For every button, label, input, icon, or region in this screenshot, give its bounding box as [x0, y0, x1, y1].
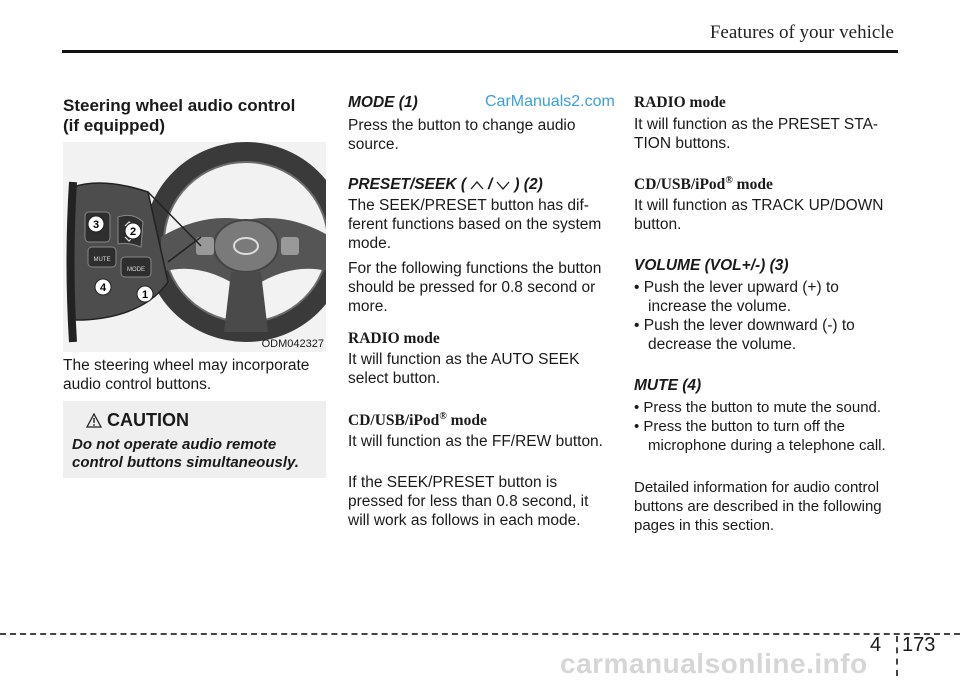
- right-cd-registered: ®: [725, 175, 733, 186]
- caution-title: CAUTION: [107, 410, 189, 430]
- volume-bullet2-line1: • Push the lever downward (-) to: [634, 317, 855, 334]
- caution-line1: Do not operate audio remote: [72, 436, 277, 453]
- seek-line1: The SEEK/PRESET button has dif-: [348, 197, 589, 214]
- seek-description: [348, 196, 601, 316]
- right-radio-heading: RADIO mode: [634, 94, 726, 111]
- volume-bullet1: [634, 278, 855, 316]
- callout-1: 1: [141, 289, 149, 301]
- volume-bullet1-line1: • Push the lever upward (+) to: [634, 279, 839, 296]
- mid-radio-line2: select button.: [348, 370, 441, 387]
- chapter-number: 4: [870, 634, 882, 656]
- mode-description: [348, 116, 576, 154]
- short-line1: If the SEEK/PRESET button is: [348, 474, 558, 491]
- chevron-up-icon: [469, 179, 485, 191]
- seek-line5: should be pressed for 0.8 second or: [348, 279, 596, 296]
- right-radio-description: [634, 115, 878, 153]
- right-cd-heading-suffix: mode: [732, 176, 773, 194]
- volume-bullet2-line2: decrease the volume.: [648, 336, 797, 353]
- caution-text: [72, 436, 299, 472]
- seek-heading-sep: /: [488, 176, 493, 193]
- mid-cd-registered: ®: [439, 411, 447, 422]
- volume-bullet2: [634, 316, 855, 354]
- caution-box: [63, 401, 326, 478]
- header-rule: [62, 50, 898, 53]
- mid-cd-heading: [348, 411, 487, 430]
- right-cd-line1: It will function as TRACK UP/DOWN: [634, 197, 884, 214]
- right-cd-heading-text: CD/USB/iPod: [634, 176, 726, 194]
- page-number: 173: [902, 634, 936, 656]
- running-header: Features of your vehicle: [709, 22, 894, 43]
- left-body-line1: The steering wheel may incorporate: [63, 357, 310, 374]
- mute-heading: MUTE (4): [634, 377, 702, 394]
- right-radio-line1: It will function as the PRESET STA-: [634, 116, 879, 133]
- seek-line6: more.: [348, 298, 388, 315]
- mode-heading: MODE (1): [348, 94, 418, 111]
- mute-button-label: MUTE: [93, 257, 111, 263]
- mode-line2: source.: [348, 136, 399, 153]
- callout-2: 2: [129, 226, 137, 238]
- detail-line3: pages in this section.: [634, 517, 775, 534]
- mode-line1: Press the button to change audio: [348, 117, 576, 134]
- volume-bullet1-line2: increase the volume.: [648, 298, 792, 315]
- seek-heading-start: PRESET/SEEK (: [348, 176, 466, 193]
- section-heading-line1: Steering wheel audio control: [63, 96, 296, 115]
- steering-wheel-illustration: [63, 142, 326, 352]
- detail-description: [634, 478, 882, 535]
- mid-cd-heading-suffix: mode: [446, 412, 487, 430]
- figure-code: ODM042327: [261, 338, 324, 350]
- short-line2: pressed for less than 0.8 second, it: [348, 493, 589, 510]
- footer-watermark: carmanualsonline.info: [560, 648, 868, 679]
- short-press-description: [348, 473, 588, 530]
- steering-wheel-drawing: [154, 152, 326, 332]
- steering-wheel-figure: [63, 142, 326, 352]
- detail-line1: Detailed information for audio control: [634, 479, 880, 496]
- section-heading-line2: (if equipped): [63, 116, 165, 135]
- mid-cd-heading-text: CD/USB/iPod: [348, 412, 440, 430]
- short-line3: will work as follows in each mode.: [348, 512, 581, 529]
- right-cd-heading: [634, 175, 773, 194]
- left-body-line2: audio control buttons.: [63, 376, 212, 393]
- seek-heading: [348, 176, 543, 194]
- right-radio-line2: TION buttons.: [634, 135, 731, 152]
- callout-3: 3: [92, 219, 100, 231]
- section-heading: [63, 96, 295, 136]
- seek-heading-end: ) (2): [514, 176, 543, 193]
- volume-description: [634, 278, 855, 354]
- warning-triangle-icon: [86, 413, 102, 428]
- seek-line4: For the following functions the button: [348, 260, 602, 277]
- footer-rule: [0, 633, 960, 635]
- volume-heading: VOLUME (VOL+/-) (3): [634, 257, 789, 274]
- watermark-text: CarManuals2.com: [485, 93, 615, 110]
- mid-cd-line1: It will function as the FF/REW button.: [348, 433, 603, 450]
- chevron-down-icon: [495, 179, 511, 191]
- caution-line2: control buttons simultaneously.: [72, 454, 299, 471]
- mode-button-label: MODE: [127, 267, 145, 273]
- mid-radio-description: [348, 350, 579, 388]
- right-cd-description: [634, 196, 884, 234]
- page-number-divider: [896, 636, 898, 676]
- right-cd-line2: button.: [634, 216, 682, 233]
- mid-radio-heading: RADIO mode: [348, 330, 440, 347]
- left-body-text: [63, 356, 309, 394]
- mid-radio-line1: It will function as the AUTO SEEK: [348, 351, 580, 368]
- callout-4: 4: [99, 282, 107, 294]
- seek-line3: mode.: [348, 235, 392, 252]
- mute-bullet2: [634, 417, 886, 455]
- mute-bullet1: • Press the button to mute the sound.: [634, 399, 882, 416]
- detail-line2: buttons are described in the following: [634, 498, 882, 515]
- mute-description: [634, 398, 886, 455]
- mute-bullet2-line2: microphone during a telephone call.: [648, 437, 886, 454]
- seek-line2: ferent functions based on the system: [348, 216, 602, 233]
- mute-bullet2-line1: • Press the button to turn off the: [634, 418, 845, 435]
